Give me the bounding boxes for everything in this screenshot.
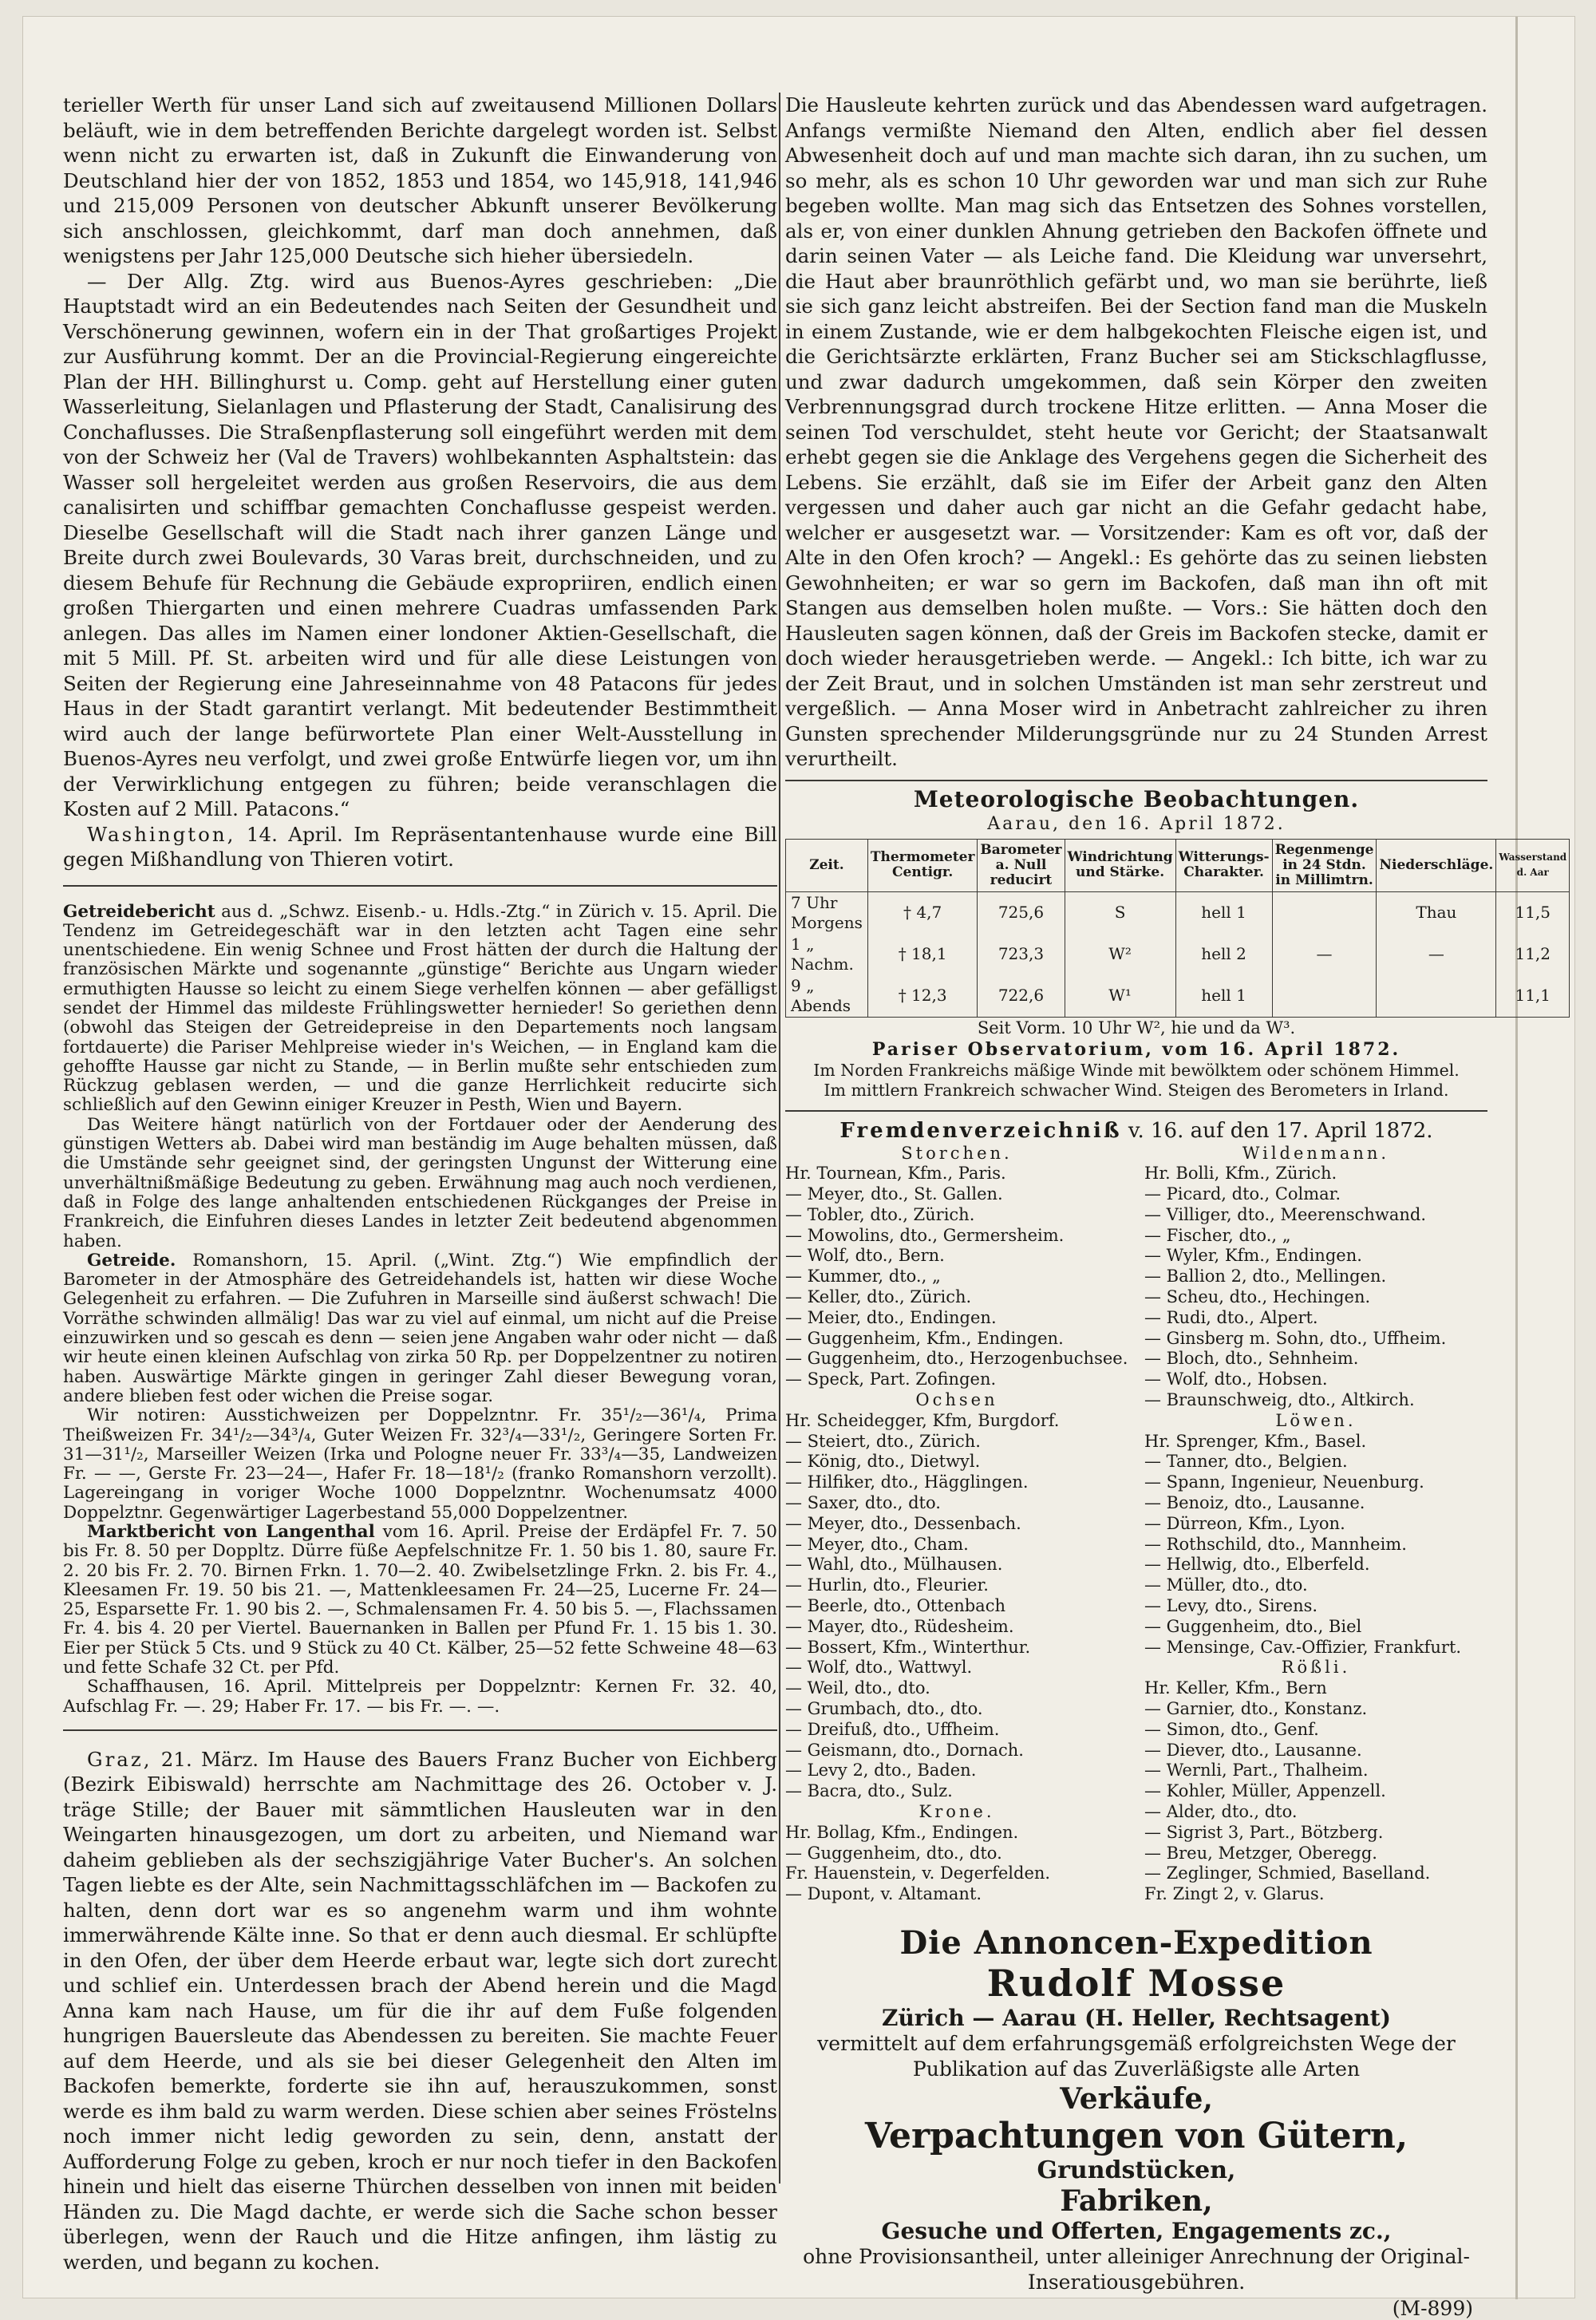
guest-entry: — Grumbach, dto., dto. bbox=[785, 1699, 983, 1719]
guest-entry: — Tanner, dto., Belgien. bbox=[1144, 1452, 1348, 1472]
meteo-cell: 7 Uhr Morgens bbox=[786, 891, 868, 934]
section-rule bbox=[785, 1110, 1487, 1112]
meteo-cell: — bbox=[1272, 934, 1377, 975]
guest-entry: — Kohler, Müller, Appenzell. bbox=[1144, 1781, 1386, 1801]
guest-entry: — Bloch, dto., Sehnheim. bbox=[1144, 1349, 1359, 1369]
guest-entry: Fr. Zingt 2, v. Glarus. bbox=[1144, 1884, 1325, 1904]
meteo-row bbox=[786, 975, 1570, 1018]
guest-entry: — Breu, Metzger, Oberegg. bbox=[1144, 1843, 1377, 1863]
romanshorn-text: Romanshorn, 15. April. („Wint. Ztg.“) Wie empfindlich der Barometer in der Atmosphäre des Getreidehandels ist, hatten wir diese Woche Gelegenheit zu erfahren. — Die Zufuhren in Marseille sind äußerst schwach! Die Vorräthe schwinden allmälig! Das war zu viel auf einmal, um nicht auf die Preise einzuwirken und so gescah es denn — seien jene Angaben wahr oder nicht — daß wir heute einen kleinen Aufschlag von zirka 50 Rp. per Doppelzentner zu notiren haben. Auswärtige Märkte gingen in geringer Zahl dieser Bewegung voran, andere blieben fest oder wichen die Preise sogar. bbox=[63, 1250, 777, 1406]
guest-entry: — Tobler, dto., Zürich. bbox=[785, 1204, 975, 1224]
guest-entry: — Dreifuß, dto., Uffheim. bbox=[785, 1719, 1000, 1739]
ad-item: Fabriken, bbox=[1060, 2184, 1213, 2218]
guest-entry: — Beerle, dto., Ottenbach bbox=[785, 1596, 1005, 1616]
guest-entry: — Mensinge, Cav.-Offizier, Frankfurt. bbox=[1144, 1637, 1462, 1657]
meteo-header: Niederschläge. bbox=[1377, 839, 1496, 891]
guest-entry: — Alder, dto., dto. bbox=[1144, 1802, 1298, 1821]
fremden-heading bbox=[785, 1118, 1487, 1144]
guest-entry: — Saxer, dto., dto. bbox=[785, 1493, 941, 1513]
ad-item: Grundstücken, bbox=[1037, 2156, 1236, 2184]
guest-entry: — Guggenheim, Kfm., Endingen. bbox=[785, 1328, 1064, 1348]
meteo-note: Seit Vorm. 10 Uhr W², hie und da W³. bbox=[977, 1018, 1296, 1037]
guest-entry: — Geismann, dto., Dornach. bbox=[785, 1740, 1024, 1760]
fremden-dates: v. 16. auf den 17. April 1872. bbox=[1128, 1118, 1433, 1143]
guest-entry: — Keller, dto., Zürich. bbox=[785, 1287, 972, 1307]
guest-entry: — Braunschweig, dto., Altkirch. bbox=[1144, 1390, 1415, 1410]
langenthal-report bbox=[63, 1523, 777, 1678]
meteo-cell: † 18,1 bbox=[867, 934, 978, 975]
meteo-cell: — bbox=[1377, 934, 1496, 975]
guest-entry: — Meier, dto., Endingen. bbox=[785, 1307, 997, 1327]
washington-place: Washington, bbox=[87, 822, 236, 846]
page-edge bbox=[1515, 17, 1518, 2299]
meteo-header: Windrichtung und Stärke. bbox=[1065, 839, 1175, 891]
market-reports bbox=[63, 903, 777, 1717]
meteo-header-row bbox=[786, 839, 1570, 891]
guest-entry: — Mayer, dto., Rüdesheim. bbox=[785, 1616, 1014, 1636]
meteo-cell: 1 „ Nachm. bbox=[786, 934, 868, 975]
meteo-table bbox=[785, 839, 1570, 1018]
getreide-body: Die Tendenz im Getreidegeschäft war in den letzten acht Tagen eine sehr unentschiedene. Ein wenig Schnee und Frost hätten der durch die Haltung der französischen Märkte und sogenannte „günstige“ Berichte aus Ungarn wieder ermuthigten Hausse so leicht zu einem Siege verhelfen können — aber gefälligst sendet der Himmel das mildeste Frühlingswetter hernieder! So geriethen denn (obwohl das Steigen der Getreidepreise in den Departements noch langsam fortdauerte) die Pariser Mehlpreise wieder in's Weichen, — in England kam die gehoffte Hausse gar nicht zu Stande, — in Berlin mußte sehr entschieden zum Rückzug geblasen werden, — und die ganze Herrlichkeit reducirte sich schließlich auf den Gewinn einiger Kreuzer in Pesth, Wien und Bayern. bbox=[63, 901, 777, 1116]
getreide-body2: Das Weitere hängt natürlich von der Fortdauer oder der Aenderung des günstigen Wetters ab. Dabei wird man beständig im Auge behalten müssen, daß die Umstände sehr geeignet sind, der geringsten Ungunst der Witterung eine unverhältnißmäßige Bedeutung zu geben. Erwähnung mag auch noch verdienen, daß in Folge des lange anhaltenden entschiedenen Rückganges der Preise in Frankreich, die Einfuhren dieses Landes in letzter Zeit bedeutend abgenommen haben. bbox=[63, 1114, 777, 1251]
guest-entry: — Wolf, dto., Hobsen. bbox=[1144, 1369, 1328, 1389]
pariser-line: Im mittlern Frankreich schwacher Wind. Steigen des Berometers in Irland. bbox=[824, 1080, 1449, 1100]
guest-entry: — Sigrist 3, Part., Bötzberg. bbox=[1144, 1822, 1384, 1842]
meteo-cell: hell 2 bbox=[1175, 934, 1272, 975]
guest-entry: — Simon, dto., Genf. bbox=[1144, 1719, 1319, 1739]
guest-entry: — Scheu, dto., Hechingen. bbox=[1144, 1287, 1371, 1307]
guest-entry: — Wahl, dto., Mülhausen. bbox=[785, 1555, 1003, 1575]
washington-text: 14. April. Im Repräsentantenhause wurde eine Bill gegen Mißhandlung von Thieren votirt. bbox=[63, 822, 777, 871]
romanshorn-report bbox=[63, 1251, 777, 1406]
guest-entry: — Kummer, dto., „ bbox=[785, 1267, 941, 1286]
meteo-cell bbox=[1272, 975, 1377, 1018]
meteo-cell: W¹ bbox=[1065, 975, 1175, 1018]
guest-entry: — Diever, dto., Lausanne. bbox=[1144, 1740, 1362, 1760]
schaffhausen-report: Schaffhausen, 16. April. Mittelpreis per Doppelzntr: Kernen Fr. 32. 40, Aufschlag Fr. —. 29; Haber Fr. 17. — bis Fr. —. —. bbox=[63, 1677, 777, 1717]
guest-entry: — Meyer, dto., Cham. bbox=[785, 1534, 969, 1554]
ad-text: vermittelt auf dem erfahrungsgemäß erfolgreichsten Wege der Publikation auf das Zuverläßigste alle Arten bbox=[817, 2031, 1456, 2081]
section-rule bbox=[63, 885, 777, 887]
guest-entry: — König, dto., Dietwyl. bbox=[785, 1452, 981, 1472]
langenthal-text: vom 16. April. Preise der Erdäpfel Fr. 7. 50 bis Fr. 8. 50 per Doppltz. Dürre füße Aepfelschnitze Fr. 1. 50 bis 1. 80, saure Fr. 2. 20 bis Fr. 2. 70. Birnen Frkn. 1. 70—2. 40. Zwibelsetzlinge Frkn. 2. bis Fr. 4., Kleesamen Fr. 19. 50 bis 21. —, Mattenkleesamen Fr. 24—25, Lucerne Fr. 24—25, Esparsette Fr. 1. 90 bis 2. —, Schmalensamen Fr. 4. 50 bis 5. —, Flachssamen Fr. 4. bis 4. 20 per Viertel. Bauernanken in Ballen per Pfund Fr. 1. 15 bis 1. 30. Eier per Stück 5 Cts. und 9 Stück zu 40 Ct. Kälber, 25—52 fette Schweine 48—63 und fette Schafe 32 Ct. per Pfd. bbox=[63, 1522, 777, 1678]
section-rule bbox=[785, 780, 1487, 781]
meteo-cell bbox=[1272, 891, 1377, 934]
meteo-title: Meteorologische Beobachtungen. bbox=[913, 785, 1360, 812]
right-column bbox=[785, 93, 1567, 2320]
getreide-intro: aus d. „Schwz. Eisenb.- u. Hdls.-Ztg.“ in Zürich v. 15. April. bbox=[221, 901, 742, 922]
graz-paragraph bbox=[63, 1747, 777, 2275]
guest-entry: — Steiert, dto., Zürich. bbox=[785, 1431, 981, 1451]
meteo-row bbox=[786, 891, 1570, 934]
guest-entry: — Garnier, dto., Konstanz. bbox=[1144, 1699, 1368, 1719]
meteo-cell: 725,6 bbox=[978, 891, 1065, 934]
guest-entry: — Picard, dto., Colmar. bbox=[1144, 1184, 1341, 1204]
guest-entry: — Weil, dto., dto. bbox=[785, 1678, 930, 1698]
left-column bbox=[63, 93, 777, 2275]
guest-entry: — Wolf, dto., Wattwyl. bbox=[785, 1658, 973, 1678]
guest-entry: — Wernli, Part., Thalheim. bbox=[1144, 1761, 1369, 1781]
guest-entry: Hr. Tournean, Kfm., Paris. bbox=[785, 1164, 1006, 1184]
guest-entry: — Wolf, dto., Bern. bbox=[785, 1246, 945, 1266]
hotel-name: Löwen. bbox=[1275, 1410, 1357, 1430]
ad-item: Gesuche und Offerten, Engagements zc., bbox=[881, 2217, 1392, 2244]
guest-entry: — Spann, Ingenieur, Neuenburg. bbox=[1144, 1472, 1424, 1492]
graz-continued: Die Hausleute kehrten zurück und das Abendessen ward aufgetragen. Anfangs vermißte Niemand den Alten, endlich aber fiel dessen Abwesenheit doch auf und man machte sich daran, ihn zu suchen, um so mehr, als es schon 10 Uhr geworden war und man sich zur Ruhe begeben wollte. Man mag sich das Entsetzen des Sohnes vorstellen, als er, von einer dunklen Ahnung getrieben den Backofen öffnete und darin seinen Vater — als Leiche fand. Die Kleidung war unversehrt, die Haut aber braunröthlich gefärbt und, wo man sie berührte, ließ sie sich ganz leicht abstreifen. Bei der Section fand man die Muskeln in einem Zustande, wie er dem halbgekochten Fleische eigen ist, und die Gerichtsärzte erklärten, Franz Bucher sei am Stickschlagflusse, und zwar dadurch umgekommen, daß sein Körper den zweiten Verbrennungsgrad durch trockene Hitze erlitten. — Anna Moser die seinen Tod verschuldet, steht heute vor Gericht; der Staatsanwalt erhebt gegen sie die Anklage des Vergehens gegen die Sicherheit des Lebens. Sie erzählt, daß sie im Eifer der Arbeit ganz den Alten vergessen und daher auch gar nicht an die Gefahr gedacht habe, welcher er ausgesetzt war. — Vorsitzender: Kam es oft vor, daß der Alte in den Ofen kroch? — Angekl.: Es gehörte das zu seinen liebsten Gewohnheiten; er war so gern im Backofen, daß man ihn oft mit Stangen aus demselben holen mußte. — Vors.: Sie hätten doch den Hausleuten sagen können, daß der Greis im Backofen stecke, damit er doch wieder herausgetrieben werde. — Angekl.: Ich bitte, ich war zu der Zeit Braut, und in solchen Umständen ist man sehr zerstreut und vergeßlich. — Anna Moser wird in Anbetracht zahlreicher zu ihren Gunsten sprechender Milderungsgründe nur zu 24 Stunden Arrest verurtheilt. bbox=[785, 93, 1487, 770]
guest-entry: — Speck, Part. Zofingen. bbox=[785, 1369, 997, 1389]
meteo-cell: † 4,7 bbox=[867, 891, 978, 934]
guest-entry: — Guggenheim, dto., Biel bbox=[1144, 1616, 1362, 1636]
section-rule bbox=[63, 1729, 777, 1731]
guest-entry: — Levy 2, dto., Baden. bbox=[785, 1761, 977, 1781]
ad-reference: (M-899) bbox=[1392, 2296, 1473, 2320]
meteo-header: Thermometer Centigr. bbox=[867, 839, 978, 891]
guest-entry: — Meyer, dto., Dessenbach. bbox=[785, 1513, 1021, 1533]
guest-entry: — Hellwig, dto., Elberfeld. bbox=[1144, 1555, 1370, 1575]
guest-entry: — Mowolins, dto., Germersheim. bbox=[785, 1225, 1065, 1245]
guest-entry: Hr. Scheidegger, Kfm, Burgdorf. bbox=[785, 1410, 1060, 1430]
meteo-cell: 9 „ Abends bbox=[786, 975, 868, 1018]
column-divider bbox=[779, 93, 780, 2184]
meteo-place-date: Aarau, den 16. April 1872. bbox=[987, 813, 1286, 834]
hotel-name: Krone. bbox=[918, 1802, 995, 1821]
meteo-cell: † 12,3 bbox=[867, 975, 978, 1018]
guest-entry: — Fischer, dto., „ bbox=[1144, 1225, 1291, 1245]
graz-text: 21. März. Im Hause des Bauers Franz Bucher von Eichberg (Bezirk Eibiswald) herrschte am Nachmittage des 26. October v. J. träge Stille; der Bauer mit sämmtlichen Hausleuten war in den Weingarten hinausgezogen, um dort zu arbeiten, und Niemand war daheim geblieben als der sechszigjährige Vater Bucher's. An solchen Tagen liebte es der Alte, sein Nachmittagsschläfchen im — Backofen zu halten, denn dort war es so angenehm warm und ihm wohnte immerwährende Kälte inne. So that er denn auch diesmal. Er schlüpfte in den Ofen, der über dem Heerde erbaut war, legte sich dort zurecht und schlief ein. Unterdessen brach der Abend herein und die Magd Anna kam nach Hause, um für die ihr auf dem Fuße folgenden hungrigen Bauersleute das Abendessen zu bereiten. Sie machte Feuer auf dem Heerde, und als sie bei dieser Gelegenheit den Alten im Backofen bemerkte, forderte sie ihn auf, herauszukommen, sonst werde es ihm bald zu warm werden. Diese schien aber seines Fröstelns noch immer nicht ledig geworden zu sein, denn, anstatt der Aufforderung Folge zu geben, kroch er nur noch tiefer in den Backofen hinein und hielt das eiserne Thürchen desselben von innen mit beiden Händen zu. Die Magd dachte, er werde sich die Sache schon besser überlegen, wenn der Rauch und die Hitze anfingen, ihm lästig zu werden, und begann zu kochen. bbox=[63, 1747, 777, 2274]
ad-item: Verkäufe, bbox=[1060, 2081, 1213, 2116]
ad-text: ohne Provisionsantheil, unter alleiniger Anrechnung der Original-Inseratiousgebühren. bbox=[803, 2244, 1470, 2294]
fremden-list-left bbox=[785, 1144, 1128, 1905]
guest-entry: — Wyler, Kfm., Endingen. bbox=[1144, 1246, 1362, 1266]
pariser-title: Pariser Observatorium, vom 16. April 1872. bbox=[871, 1038, 1401, 1060]
advertisement bbox=[785, 1924, 1487, 2320]
ad-company: Rudolf Mosse bbox=[986, 1961, 1286, 2005]
hotel-name: Ochsen bbox=[915, 1390, 998, 1410]
meteo-header: Regenmenge in 24 Stdn. in Millimtrn. bbox=[1272, 839, 1377, 891]
meteo-row bbox=[786, 934, 1570, 975]
fremden-list-right bbox=[1144, 1144, 1487, 1905]
washington-paragraph bbox=[63, 822, 777, 872]
newspaper-page bbox=[22, 16, 1575, 2320]
guest-entry: — Hurlin, dto., Fleurier. bbox=[785, 1575, 989, 1595]
meteo-cell: hell 1 bbox=[1175, 975, 1272, 1018]
meteo-cell: 722,6 bbox=[978, 975, 1065, 1018]
fremden-title: Fremdenverzeichniß bbox=[839, 1118, 1122, 1143]
hotel-name: Wildenmann. bbox=[1242, 1143, 1390, 1163]
guest-entry: — Levy, dto., Sirens. bbox=[1144, 1596, 1318, 1616]
meteo-header: Barometer a. Null reducirt bbox=[978, 839, 1065, 891]
guest-entry: — Ginsberg m. Sohn, dto., Uffheim. bbox=[1144, 1328, 1447, 1348]
guest-entry: — Hilfiker, dto., Hägglingen. bbox=[785, 1472, 1029, 1492]
meteo-cell: 11,1 bbox=[1496, 975, 1570, 1018]
hotel-name: Storchen. bbox=[901, 1143, 1013, 1163]
ad-headline: Die Annoncen-Expedition bbox=[899, 1923, 1373, 1962]
getreide-report bbox=[63, 903, 777, 1116]
meteo-cell bbox=[1377, 975, 1496, 1018]
getreide-head: Getreidebericht bbox=[63, 901, 215, 922]
guest-entry: — Bacra, dto., Sulz. bbox=[785, 1781, 953, 1801]
guest-entry: — Dürreon, Kfm., Lyon. bbox=[1144, 1513, 1345, 1533]
guest-entry: — Müller, dto., dto. bbox=[1144, 1575, 1308, 1595]
meteo-header: Zeit. bbox=[786, 839, 868, 891]
romanshorn-head: Getreide. bbox=[87, 1250, 176, 1271]
meteo-cell: Thau bbox=[1377, 891, 1496, 934]
meteo-cell: S bbox=[1065, 891, 1175, 934]
meteo-header: Wasserstand d. Aar bbox=[1496, 839, 1570, 891]
guest-entry: — Meyer, dto., St. Gallen. bbox=[785, 1184, 1003, 1204]
guest-entry: Fr. Hauenstein, v. Degerfelden. bbox=[785, 1864, 1051, 1883]
meteo-header: Witterungs-Charakter. bbox=[1175, 839, 1272, 891]
guest-entry: — Zeglinger, Schmied, Baselland. bbox=[1144, 1864, 1431, 1883]
guest-entry: Hr. Bollag, Kfm., Endingen. bbox=[785, 1822, 1019, 1842]
guest-entry: — Ballion 2, dto., Mellingen. bbox=[1144, 1267, 1387, 1286]
guest-entry: — Guggenheim, dto., Herzogenbuchsee. bbox=[785, 1349, 1128, 1369]
meteo-cell: hell 1 bbox=[1175, 891, 1272, 934]
pariser-line: Im Norden Frankreichs mäßige Winde mit bewölktem oder schönem Himmel. bbox=[813, 1060, 1460, 1080]
guest-entry: Hr. Bolli, Kfm., Zürich. bbox=[1144, 1164, 1337, 1184]
notiren-text: Wir notiren: Ausstichweizen per Doppelzntnr. Fr. 35¹/₂—36¹/₄, Prima Theißweizen Fr. 34¹/₂—34³/₄, Guter Weizen Fr. 32³/₄—33¹/₂, Geringere Sorten Fr. 31—31¹/₂, Marseiller Weizen (Irka und Pologne neuer Fr. 33³/₄—35, Landweizen Fr. — —, Gerste Fr. 23—24—, Hafer Fr. 18—18¹/₂ (franko Romanshorn verzollt). Lagereingang in voriger Woche 1000 Doppelzntnr. Wochenumsatz 4000 Doppelztnr. Gegenwärtiger Lagerbestand 55,000 Doppelzentner. bbox=[63, 1405, 777, 1523]
guest-entry: — Guggenheim, dto., dto. bbox=[785, 1843, 1002, 1863]
hotel-name: Rößli. bbox=[1281, 1658, 1351, 1678]
ad-locations: Zürich — Aarau (H. Heller, Rechtsagent) bbox=[882, 2004, 1391, 2031]
buenos-ayres-paragraph: — Der Allg. Ztg. wird aus Buenos-Ayres geschrieben: „Die Hauptstadt wird an ein Bedeutendes nach Seiten der Gesundheit und Verschönerung gewinnen, wofern ein in der That großartiges Projekt zur Ausführung kommt. Der an die Provincial-Regierung eingereichte Plan der HH. Billinghurst u. Comp. geht auf Herstellung einer guten Wasserleitung, Sielanlagen und Pflasterung der Stadt, Canalisirung des Conchaflusses. Die Straßenpflasterung soll eingeführt werden mit dem von der Schweiz her (Val de Travers) wohlbekannten Asphaltstein: das Wasser soll hergeleitet werden aus großen Reservoirs, die aus dem canalisirten und schiffbar gemachten Conchaflusse gespeist werden. Dieselbe Gesellschaft will die Stadt nach ihrer ganzen Länge und Breite durch zwei Boulevards, 30 Varas breit, durchschneiden, und zu diesem Behufe für Rechnung die Gebäude expropriiren, endlich einen großen Thiergarten und einen mehrere Cuadras umfassenden Park anlegen. Das alles im Namen einer londoner Aktien-Gesellschaft, die mit 5 Mill. Pf. St. arbeiten wird und für alle diese Leistungen von Seiten der Regierung eine Jahreseinnahme von 48 Patacons für jedes Haus in der Stadt garantirt verlangt. Mit bedeutender Bestimmtheit wird auch der lange befürwortete Plan einer Welt-Ausstellung in Buenos-Ayres neu verfolgt, und zwei große Entwürfe liegen vor, um ihn der Verwirklichung entgegen zu führen; beide veranschlagen die Kosten auf 2 Mill. Patacons.“ bbox=[63, 269, 777, 820]
guest-entry: — Rudi, dto., Alpert. bbox=[1144, 1307, 1318, 1327]
guest-entry: — Bossert, Kfm., Winterthur. bbox=[785, 1637, 1031, 1657]
fremden-list bbox=[785, 1144, 1487, 1905]
ad-item: Verpachtungen von Gütern, bbox=[864, 2115, 1408, 2156]
guest-entry: — Benoiz, dto., Lausanne. bbox=[1144, 1493, 1365, 1513]
graz-place: Graz, bbox=[87, 1747, 152, 1771]
guest-entry: — Dupont, v. Altamant. bbox=[785, 1884, 982, 1904]
guest-entry: Hr. Keller, Kfm., Bern bbox=[1144, 1678, 1327, 1698]
langenthal-head: Marktbericht von Langenthal bbox=[87, 1522, 375, 1542]
meteo-cell: W² bbox=[1065, 934, 1175, 975]
meteo-cell: 723,3 bbox=[978, 934, 1065, 975]
guest-entry: — Rothschild, dto., Mannheim. bbox=[1144, 1534, 1407, 1554]
intro-paragraph: terieller Werth für unser Land sich auf zweitausend Millionen Dollars beläuft, wie in dem betreffenden Berichte dargelegt worden ist. Selbst wenn nicht zu erwarten ist, daß in Zukunft die Einwanderung von Deutschland hier der von 1852, 1853 und 1854, wo 145,918, 141,946 und 215,009 Personen von deutscher Abkunft unserer Bevölkerung sich anschlossen, gleichkommt, darf man doch annehmen, daß wenigstens per Jahr 125,000 Deutsche sich hieher übersiedeln. bbox=[63, 93, 777, 267]
meteo-cell: 11,2 bbox=[1496, 934, 1570, 975]
guest-entry: Hr. Sprenger, Kfm., Basel. bbox=[1144, 1431, 1367, 1451]
meteo-cell: 11,5 bbox=[1496, 891, 1570, 934]
guest-entry: — Villiger, dto., Meerenschwand. bbox=[1144, 1204, 1427, 1224]
